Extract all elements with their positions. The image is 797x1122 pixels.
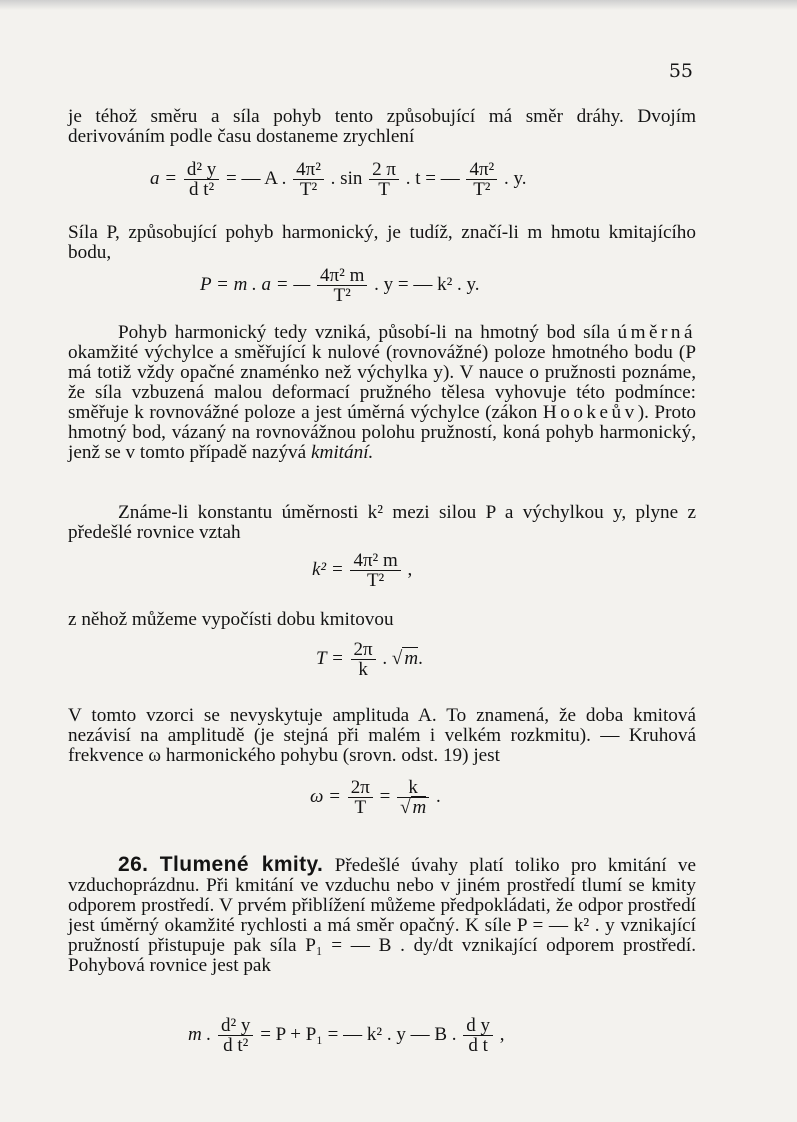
section-title: Tlumené kmity. (159, 853, 324, 876)
paragraph-4: Známe-li konstantu úměrnosti k² mezi silou P a výchylkou y, plyne z předešlé rovnice vztah (68, 502, 696, 543)
paragraph-3: Pohyb harmonický tedy vzniká, působí-li na hmotný bod síla úměrná okamžité výchylce a směřující k nulové (rovnovážné) poloze hmotného bodu (P má totiž vždy opačné znaménko než výchylka y). V nauce o pružnosti poznáme, že síla vzbuzená malou deformací pružného tělesa vyhovuje této podmínce: směřuje k rovnovážné poloze a jest úměrná výchylce (zákon Hookeův). Proto hmotný bod, vázaný na rovnovážnou polohu pružností, koná pohyb harmonický, jenž se v tomto případě nazývá kmitání. (68, 322, 697, 463)
paragraph-1: je téhož směru a síla pohyb tento způsobující má směr dráhy. Dvojím derivováním podle času dostaneme zrychlení (68, 106, 696, 147)
equation-force: P = m . a = — $\frac{\text{4π² m}}{\text{T²}}$ . y = — k² . y. (200, 265, 480, 306)
equation-omega: ω = $\frac{2\pi}{T}$ = $\frac{k}{√ m}$ . (310, 777, 441, 818)
section-26: 26. Tlumené kmity. Předešlé úvahy platí toliko pro kmitání ve vzduchoprázdnu. Při kmitání ve vzduchu nebo v jiném prostředí tlumí se kmity odporem prostředí. V prvém přiblížení můžeme předpokládati, že odpor prostředí jest úměrný okamžité rychlosti a má směr opačný. K síle P = — k² . y vznikající pružností přistupuje pak síla P₁ = — B . dy/dt vznikající odporem prostředí. Pohybová rovnice jest pak (68, 853, 697, 976)
equation-period: T = $\frac{2\pi}{k}$ . √ m. (316, 639, 423, 680)
equation-acceleration: a = $\frac{\text{d² y}}{\text{d t²}}$ = — A . $\frac{\text{4π²}}{\text{T²}}$ . sin $\frac{2 \pi}{T}$ . t = — $\frac{\text{4π²}}{\text{T²}}$ . y. (150, 159, 527, 200)
section-number: 26. (118, 853, 149, 876)
equation-motion: m . $\frac{\text{d² y}}{\text{d t²}}$ = P + P₁ = — k² . y — B . $\frac{\text{d y}}{\text{d t}}$ , (188, 1015, 505, 1056)
paragraph-5: z něhož můžeme vypočísti dobu kmitovou (68, 609, 394, 630)
paragraph-2: Síla P, způsobující pohyb harmonický, je tudíž, značí-li m hmotu kmitajícího bodu, (68, 222, 696, 263)
paragraph-6: V tomto vzorci se nevyskytuje amplituda A. To znamená, že doba kmitová nezávisí na amplitudě (je stejná při malém i velkém rozkmitu). — Kruhová frekvence ω harmonického pohybu (srovn. odst. 19) jest (68, 705, 696, 766)
page-number: 55 (668, 60, 693, 82)
equation-k-squared: k² = $\frac{\text{4π² m}}{\text{T²}}$ , (312, 550, 413, 591)
page-edge (0, 0, 797, 10)
